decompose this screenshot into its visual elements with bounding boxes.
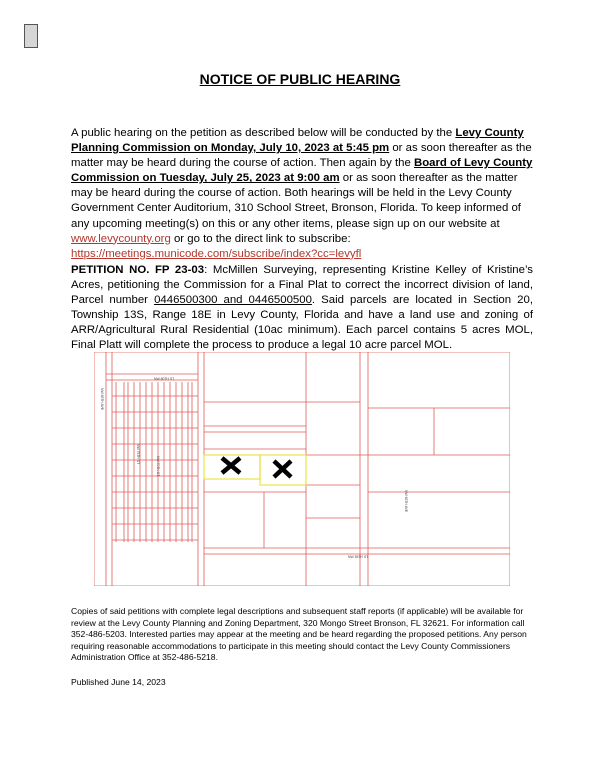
published-date: Published June 14, 2023: [71, 677, 166, 687]
page-title: NOTICE OF PUBLIC HEARING: [199, 71, 401, 87]
website-link[interactable]: www.levycounty.org: [71, 232, 171, 245]
parcel-map: [94, 352, 510, 586]
street-label: NW 85TH AVE: [100, 388, 104, 411]
street-label: NW 65TH AVE: [404, 490, 408, 513]
street-label: NW 80TH ST: [154, 377, 175, 381]
corner-checkbox: [24, 24, 38, 48]
street-label: NW 75TH ST: [136, 444, 140, 465]
x-mark-icon: [222, 458, 240, 473]
subscribe-link[interactable]: https://meetings.municode.com/subscribe/index?cc=levyfl: [71, 247, 362, 260]
x-mark-icon: [274, 461, 291, 477]
parcel-numbers: 0446500300 and 0446500500: [154, 294, 312, 307]
planning-commission-date: Levy County Planning Commission on Monday, July 10, 2023 at 5:45 pm: [71, 127, 524, 155]
footer-copies-note: Copies of said petitions with complete legal descriptions and subsequent staff reports (if applicable) will be available for review at the Levy County Planning and Zoning Department, 320 Mongo Street Bronson, FL 32621. For information call 352-486-5203. Interested parties may appear at the meeting and be heard regarding the proposed petitions. Any person requiring reasonable accommodations to participate in this meeting should contact the Levy County Commissioners Administration Office at 352-486-5218.: [71, 606, 527, 663]
intro-paragraph: A public hearing on the petition as described below will be conducted by the Levy County Planning Commission on Monday, July 10, 2023 at 5:45 pm or as soon thereafter as the matter may be heard during the course of action. Then again by the Board of Levy County Commission on Tuesday, July 25, 2023 at 9:00 am or as soon thereafter as the matter may be heard during the course of action. Both hearings will be held in the Levy County Government Center Auditorium, 310 School Street, Bronson, Florida. To keep informed of any upcoming meeting(s) on this or any other items, please sign up on our website at www.levycounty.org or go to the direct link to subscribe: https://meetings.municode.com/subscribe/index?cc=levyfl: [71, 127, 533, 260]
street-label: NW 70TH ST: [156, 456, 160, 477]
petition-paragraph: PETITION NO. FP 23-03: McMillen Surveying, representing Kristine Kelley of Kristine’s Acres, petitioning the Commission for a Final Plat to correct the incorrect division of land, Parcel number 0446500300 and 0446500500. Said parcels are located in Section 20, Township 13S, Range 18E in Levy County, Florida and have a land use and zoning of ARR/Agricultural Rural Residential (10ac minimum). Each parcel contains 5 acres MOL, Final Platt will complete the process to produce a legal 10 acre parcel MOL.: [71, 264, 533, 352]
board-commission-date: Board of Levy County Commission on Tuesday, July 25, 2023 at 9:00 am: [71, 157, 533, 185]
petition-number: PETITION NO. FP 23-03: [71, 264, 205, 276]
map-parcel-highlights: [204, 455, 306, 485]
street-label: NW 55TH ST: [348, 555, 369, 559]
